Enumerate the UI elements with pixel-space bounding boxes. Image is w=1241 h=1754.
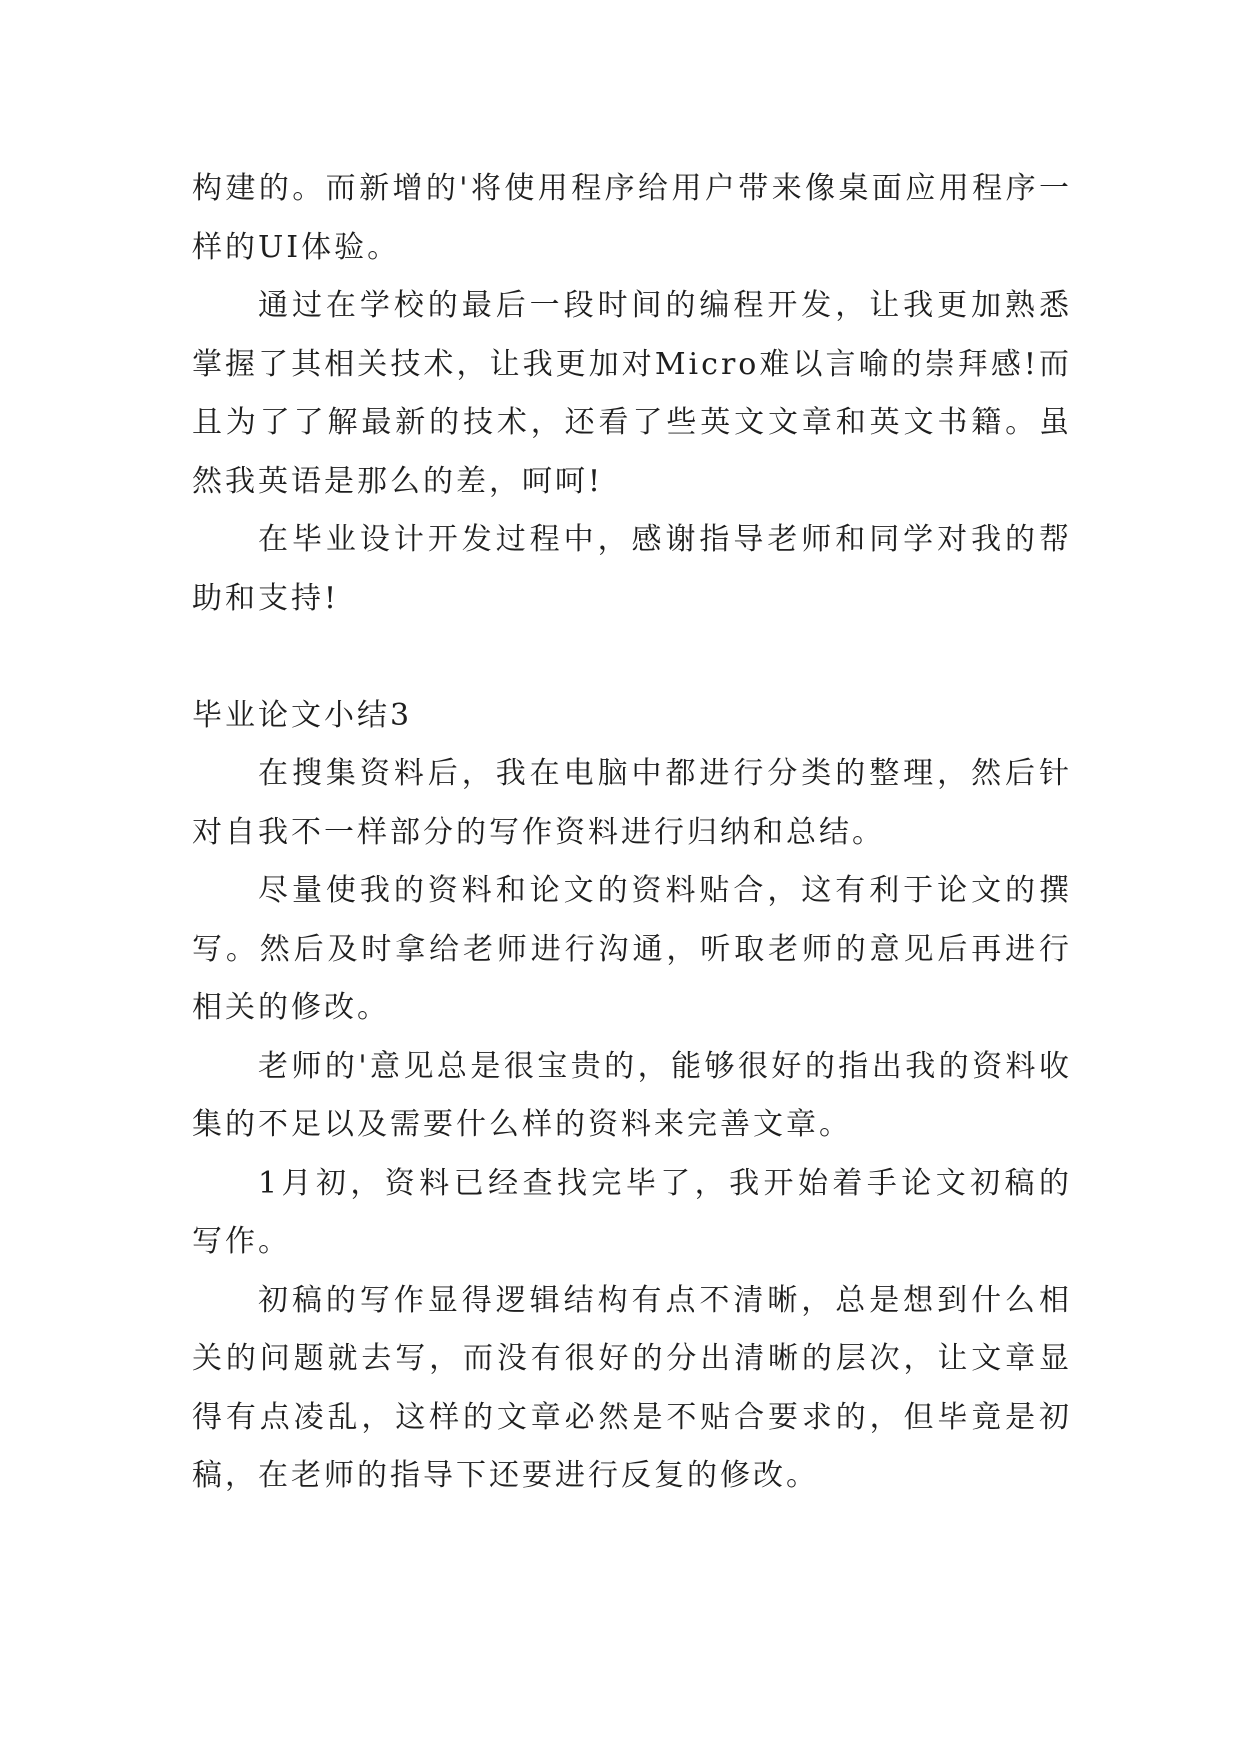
paragraph-programming-experience: 通过在学校的最后一段时间的编程开发，让我更加熟悉掌握了其相关技术，让我更加对Micro难以言喻的崇拜感!而且为了了解最新的技术，还看了些英文文章和英文书籍。虽然我英语是那么的差，呵呵! — [192, 288, 1072, 499]
paragraph-continuation: 构建的。而新增的'将使用程序给用户带来像桌面应用程序一样的UI体验。 — [192, 171, 1072, 265]
section-title: 毕业论文小结3 — [192, 697, 413, 733]
paragraph-teacher-advice: 老师的'意见总是很宝贵的，能够很好的指出我的资料收集的不足以及需要什么样的资料来完善文章。 — [192, 1048, 1072, 1142]
paragraph-material-organizing: 在搜集资料后，我在电脑中都进行分类的整理，然后针对自我不一样部分的写作资料进行归纳和总结。 — [192, 756, 1072, 850]
section-gap — [192, 628, 1072, 687]
paragraph-acknowledgement: 在毕业设计开发过程中，感谢指导老师和同学对我的帮助和支持! — [192, 522, 1072, 616]
document-body — [192, 160, 1072, 1506]
paragraph-first-draft-issues: 初稿的写作显得逻辑结构有点不清晰，总是想到什么相关的问题就去写，而没有很好的分出清晰的层次，让文章显得有点凌乱，这样的文章必然是不贴合要求的，但毕竟是初稿，在老师的指导下还要进行反复的修改。 — [192, 1282, 1072, 1493]
paragraph-material-fitting: 尽量使我的资料和论文的资料贴合，这有利于论文的撰写。然后及时拿给老师进行沟通，听取老师的意见后再进行相关的修改。 — [192, 873, 1072, 1025]
paragraph-first-draft-start: 1月初，资料已经查找完毕了，我开始着手论文初稿的写作。 — [192, 1165, 1072, 1259]
